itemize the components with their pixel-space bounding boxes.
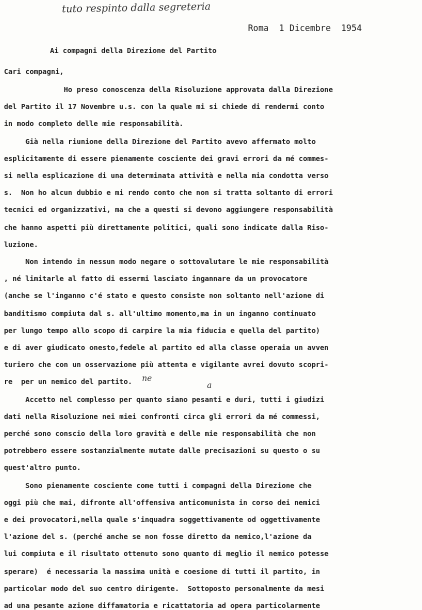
- body-line: in modo completo delle mie responsabilità.: [4, 119, 184, 128]
- body-line: quest'altro punto.: [4, 463, 81, 472]
- body-line: luzione.: [4, 240, 39, 249]
- ink-correction-ne: ne: [142, 374, 152, 383]
- body-line: banditismo compiuta dal s. all'ultimo momento,ma in un inganno continuato: [4, 309, 316, 318]
- body-line: per lungo tempo allo scopo di carpire la mia fiducia e quella del partito): [4, 326, 321, 335]
- body-line: che hanno aspetti più direttamente politici, quali sono indicate dalla Riso-: [4, 223, 329, 232]
- body-line: tecnici ed organizzativi, ma che a questi si devono aggiungere responsabilità: [4, 205, 333, 214]
- body-line: oggi più che mai, difronte all'offensiva anticomunista in corso dei nemici: [4, 498, 321, 507]
- body-line: turiero che con un osservazione più attenta e vigilante avrei dovuto scopri-: [4, 360, 329, 369]
- body-line: dati nella Risoluzione nei miei confronti circa gli errori da mé commessi,: [4, 412, 321, 421]
- body-line: Sono pienamente cosciente come tutti i compagni della Direzione che: [4, 481, 312, 490]
- body-line: e dei provocatori,nella quale s'inquadra soggettivamente od oggettivamente: [4, 515, 321, 524]
- body-line: potrebbero essere sostanzialmente mutate dalle precisazioni su questo o su: [4, 446, 321, 455]
- body-line: particolar modo del suo centro dirigente. Sottoposto personalmente da mesi: [4, 584, 325, 593]
- body-line: lui compiuta e il risultato ottenuto sono quanto di meglio il nemico potesse: [4, 549, 329, 558]
- body-line: Non intendo in nessun modo negare o sottovalutare le mie responsabilità: [4, 257, 329, 266]
- body-line: , né limitarle al fatto di essermi lasciato ingannare da un provocatore: [4, 274, 308, 283]
- body-line: Accetto nel complesso per quanto siano pesanti e duri, tutti i giudizi: [4, 395, 325, 404]
- letter-date: Roma 1 Dicembre 1954: [248, 24, 362, 34]
- body-line: l'azione del s. (perché anche se non fosse diretto da nemico,l'azione da: [4, 532, 312, 541]
- body-line: Già nella riunione della Direzione del Partito avevo affermato molto: [4, 137, 316, 146]
- body-line: si nella esplicazione di una determinata attività e nella mia condotta verso: [4, 171, 329, 180]
- greeting: Cari compagni,: [4, 67, 64, 76]
- body-line: (anche se l'inganno c'é stato e questo consiste non soltanto nell'azione di: [4, 291, 325, 300]
- addressee: Ai compagni della Direzione del Partito: [50, 46, 217, 55]
- body-line: re per un nemico del partito.: [4, 377, 133, 386]
- body-line: sperare) é necessaria la massima unità e coesione di tutti il partito, in: [4, 567, 321, 576]
- body-line: s. Non ho alcun dubbio e mi rendo conto che non si tratta soltanto di errori: [4, 188, 333, 197]
- body-line: e di aver giudicato onesto,fedele al partito ed alla classe operaia un avven: [4, 343, 329, 352]
- ink-correction-a: a: [207, 381, 212, 390]
- body-line: ad una pesante azione diffamatoria e ricattatoria ad opera particolarmente: [4, 601, 321, 610]
- body-line: perché sono conscio della loro gravità e delle mie responsabilità che non: [4, 429, 316, 438]
- body-line: del Partito il 17 Novembre u.s. con la quale mi si chiede di rendermi conto: [4, 102, 325, 111]
- handwritten-note: tuto respinto dalla segreteria: [61, 1, 211, 16]
- body-line: Ho preso conoscenza della Risoluzione approvata dalla Direzione: [4, 85, 333, 94]
- body-line: esplicitamente di essere pienamente cosciente dei gravi errori da mé commes-: [4, 154, 329, 163]
